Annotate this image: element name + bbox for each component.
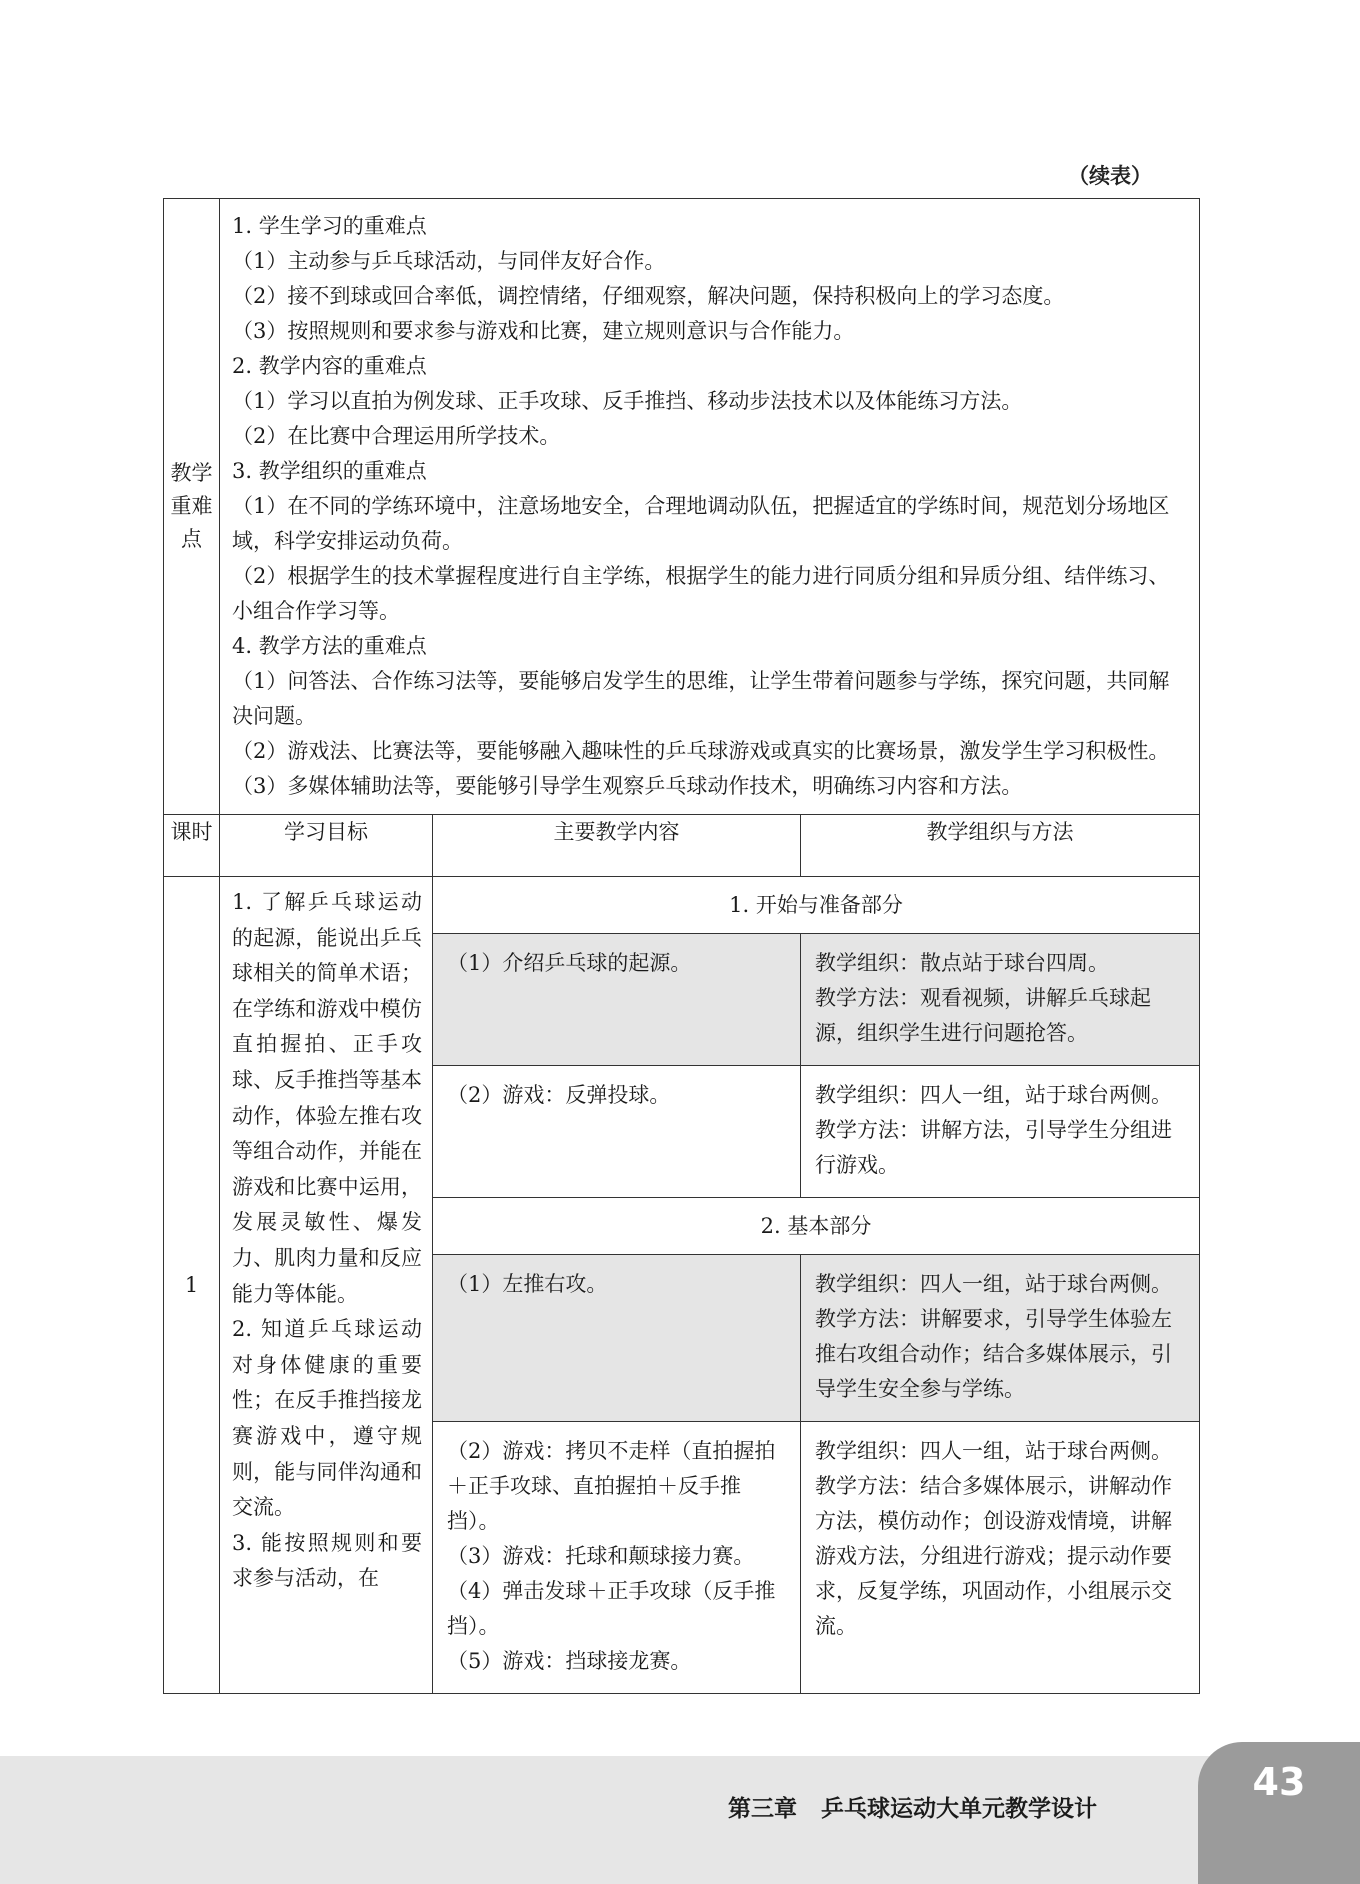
section-title: 2. 基本部分: [433, 1198, 1200, 1255]
difficulty-paragraph: 1. 学生学习的重难点: [232, 214, 427, 238]
difficulty-paragraph: （3）多媒体辅助法等，要能够引导学生观察乒乓球动作技术，明确练习内容和方法。: [232, 774, 1023, 798]
objective-item: 3. 能按照规则和要求参与活动，在: [232, 1530, 422, 1591]
difficulty-paragraph: （2）游戏法、比赛法等，要能够融入趣味性的乒乓球游戏或真实的比赛场景，激发学生学习积极性。: [232, 739, 1170, 763]
activity-content: （2）游戏：反弹投球。: [433, 1066, 801, 1198]
objective-item: 2. 知道乒乓球运动对身体健康的重要性；在反手推挡接龙赛游戏中，遵守规则，能与同伴沟通和交流。: [232, 1317, 422, 1520]
header-content: 主要教学内容: [433, 815, 801, 877]
page-number: 43: [1252, 1760, 1306, 1804]
chapter-number: 第三章: [728, 1796, 797, 1822]
objective-item: 1. 了解乒乓球运动的起源，能说出乒乓球相关的简单术语；在学练和游戏中模仿直拍握拍、正手攻球、反手推挡等基本动作，体验左推右攻等组合动作，并能在游戏和比赛中运用，发展灵敏性、爆发力、肌肉力量和反应能力等体能。: [232, 890, 422, 1306]
header-lesson: 课时: [164, 815, 220, 877]
difficulty-content: [220, 199, 1200, 815]
activity-method: 教学组织：四人一组，站于球台两侧。 教学方法：结合多媒体展示，讲解动作方法，模仿动作；创设游戏情境，讲解游戏方法，分组进行游戏；提示动作要求，反复学练，巩固动作，小组展示交流。: [801, 1422, 1200, 1694]
learning-objectives: [220, 877, 433, 1694]
footer-band: [0, 1756, 1360, 1884]
difficulty-paragraph: （1）主动参与乒乓球活动，与同伴友好合作。: [232, 249, 666, 273]
continuation-label: （续表）: [1068, 164, 1152, 188]
activity-method: 教学组织：散点站于球台四周。 教学方法：观看视频，讲解乒乓球起源，组织学生进行问题抢答。: [801, 934, 1200, 1066]
table-header-row: [164, 815, 1200, 877]
activity-content: （2）游戏：拷贝不走样（直拍握拍＋正手攻球、直拍握拍＋反手推挡）。 （3）游戏：托球和颠球接力赛。 （4）弹击发球＋正手攻球（反手推挡）。 （5）游戏：挡球接龙赛。: [433, 1422, 801, 1694]
difficulty-paragraph: 2. 教学内容的重难点: [232, 354, 427, 378]
difficulty-paragraph: 3. 教学组织的重难点: [232, 459, 427, 483]
difficulty-paragraph: （1）学习以直拍为例发球、正手攻球、反手推挡、移动步法技术以及体能练习方法。: [232, 389, 1023, 413]
header-methods: 教学组织与方法: [801, 815, 1200, 877]
difficulty-paragraph: （2）在比赛中合理运用所学技术。: [232, 424, 561, 448]
activity-content: （1）介绍乒乓球的起源。: [433, 934, 801, 1066]
lesson-number: 1: [164, 877, 220, 1694]
lesson-plan-table: [163, 198, 1200, 1694]
chapter-title: [728, 1790, 1097, 1823]
section-row: [164, 877, 1200, 934]
difficulty-paragraph: （1）问答法、合作练习法等，要能够启发学生的思维，让学生带着问题参与学练，探究问题，共同解决问题。: [232, 669, 1170, 728]
difficulty-label: 教学 重难 点: [164, 199, 220, 815]
activity-content: （1）左推右攻。: [433, 1255, 801, 1422]
activity-method: 教学组织：四人一组，站于球台两侧。 教学方法：讲解要求，引导学生体验左推右攻组合动作；结合多媒体展示，引导学生安全参与学练。: [801, 1255, 1200, 1422]
chapter-name: 乒乓球运动大单元教学设计: [821, 1796, 1098, 1822]
difficulty-paragraph: （3）按照规则和要求参与游戏和比赛，建立规则意识与合作能力。: [232, 319, 855, 343]
activity-method: 教学组织：四人一组，站于球台两侧。 教学方法：讲解方法，引导学生分组进行游戏。: [801, 1066, 1200, 1198]
difficulty-paragraph: 4. 教学方法的重难点: [232, 634, 427, 658]
header-objectives: 学习目标: [220, 815, 433, 877]
difficulty-paragraph: （1）在不同的学练环境中，注意场地安全，合理地调动队伍，把握适宜的学练时间，规范划分场地区域，科学安排运动负荷。: [232, 494, 1170, 553]
difficulty-paragraph: （2）根据学生的技术掌握程度进行自主学练，根据学生的能力进行同质分组和异质分组、结伴练习、小组合作学习等。: [232, 564, 1170, 623]
difficulty-row: [164, 199, 1200, 815]
difficulty-paragraph: （2）接不到球或回合率低，调控情绪，仔细观察，解决问题，保持积极向上的学习态度。: [232, 284, 1065, 308]
section-title: 1. 开始与准备部分: [433, 877, 1200, 934]
